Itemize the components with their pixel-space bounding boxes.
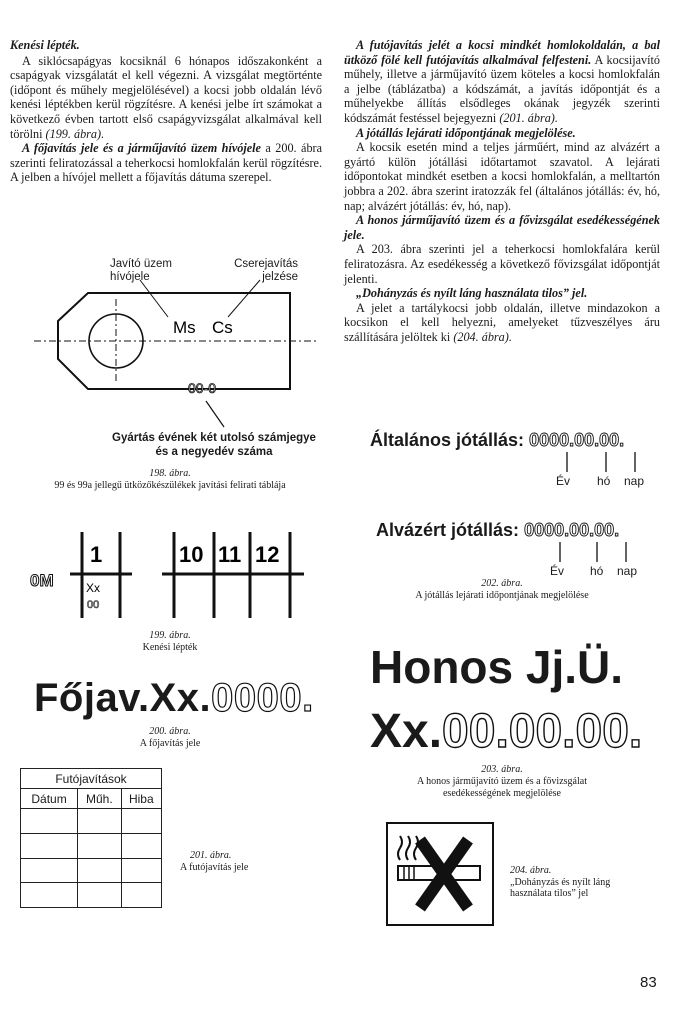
lubrication-scale-diagram [28,530,328,625]
right-column-text [344,38,660,344]
label-manufacture-year: Gyártás évének két utolsó számjegye és a negyedév száma [112,432,316,458]
main-repair-digits: 0000. [211,676,314,720]
figure-198 [28,255,328,465]
general-warranty-label: Általános jótállás: [370,430,525,450]
general-warranty-ticks [555,452,675,476]
chassis-warranty-label: Alvázért jótállás: [376,520,520,540]
label-nap-1: nap [624,474,645,488]
running-repair-table [20,768,162,908]
table-header-date: Dátum [21,789,78,809]
caption-203: 203. ábra. A honos járműjavító üzem és a fővizsgálat esedékességének megjelölése [417,764,587,799]
chassis-warranty-ticks [548,542,668,566]
paragraph-home-workshop: A 203. ábra szerinti jel a teherkocsi homlokfalára kerül feliratozásra. Az esedékesség a következő fővizsgálat időpontját jelenti. [344,242,660,286]
inspection-due-digits: 00.00.00. [442,705,643,758]
caption-202: 202. ábra. A jótállás lejárati időpontjának megjelölése [415,578,589,601]
inspection-due-prefix: Xx. [370,705,443,758]
page-number: 83 [640,974,657,991]
xx-text: Xx [86,581,101,595]
general-warranty-line [370,430,624,451]
table-title: Futójavítások [21,769,162,789]
cs-text: Cs [212,318,233,337]
table-header-fault: Hiba [121,789,161,809]
caption-201: 201. ábra. A futójavítás jele [180,850,249,873]
caption-204: 204. ábra. „Dohányzás és nyílt láng használata tilos” jel [510,865,611,899]
leader-workshop [140,280,168,317]
month-10-text: 10 [179,542,204,567]
om-text: 0M [30,571,54,590]
leader-year [206,401,224,427]
chassis-warranty-value: 0000.00.00. [524,520,620,540]
general-warranty-value: 0000.00.00. [529,430,625,450]
heading-home-workshop: A honos járműjavító üzem és a fővizsgálat esedékességének jele. [344,213,660,242]
caption-198: 198. ábra. 99 és 99a jellegű ütközőkészülékek javítási felirati táblája [54,468,286,491]
label-workshop-callsign: Javító üzem hívójele [110,258,172,283]
table-row [21,833,162,858]
table-row [21,858,162,883]
table-row [21,883,162,908]
label-ho-1: hó [597,474,611,488]
ms-text: Ms [173,318,196,337]
paragraph-warranty: A kocsik esetén mind a teljes járműért, mind az alvázért a gyártó külön jótállási időtartamot szavatol. A lejárati időpontokat mindkét esetben a kocsi homlokfalán, a melltartón jobbra a 202. ábra szerint iratozzák fel (általános jótállás: év, hó, nap; alvázért jótállás: év, hó, nap). [344,140,660,213]
label-nap-2: nap [617,564,638,578]
paragraph-main-repair: A főjavítás jele és a járműjavító üzem hívójele a 200. ábra szerinti feliratozással a teherkocsi homlokfalán kerül rögzítésre. A jelben a hívójel mellett a főjavítás dátuma szerepel. [10,141,322,185]
month-11-text: 11 [218,542,242,567]
home-workshop-line1: Honos Jj.Ü. [370,641,624,693]
chassis-warranty-line [376,520,619,541]
label-ho-2: hó [590,564,604,578]
paragraph-running-repair: A futójavítás jelét a kocsi mindkét homlokoldalán, a bal ütköző fölé kell futójavítás alkalmával felfesteni. A kocsijavító műhely, illetve a járműjavító üzem köteles a kocsi homlokfalán a jelbe (táblázatba) a kódszámát, a javítás időpontját és a műhelyekbe állítás elsődleges okának jegyzék szerinti kódszámát festéssel bejegyezni (201. ábra). [344,38,660,125]
inspection-due-line2 [370,704,642,759]
zz-text: 00 [87,599,100,611]
caption-200: 200. ábra. A főjavítás jele [139,726,201,749]
figure-199 [28,530,328,625]
caption-199: 199. ábra. Kenési lépték [142,630,198,653]
left-column-text [10,38,322,185]
main-repair-mark [34,676,314,721]
month-1-text: 1 [90,542,103,567]
heading-no-smoking: „Dohányzás és nyílt láng használata tilos” jel. [356,286,588,301]
label-ev-2: Év [550,564,565,578]
main-repair-prefix: Főjav.Xx. [34,676,212,720]
heading-warranty: A jótállás lejárati időpontjának megjelölése. [356,125,576,140]
table-header-shop: Műh. [78,789,122,809]
label-ev-1: Év [556,474,571,488]
no-smoking-sign [386,822,494,926]
heading-lubrication-scale: Kenési lépték. [10,38,80,52]
year-code-text: 00-0 [188,380,217,396]
leader-replace [228,280,260,317]
table-row [21,809,162,834]
month-12-text: 12 [255,542,280,567]
paragraph-lubrication: A siklócsapágyas kocsiknál 6 hónapos időszakonként a csapágyak vizsgálatát el kell végezni. A vizsgálat megtörténte (időpont és műhely megjelölésével) a kocsi jobb oldalán lévő kenési léptékben kerül rögzítésre. A kenési jelbe írt számokat a következő évben tartott első csapágyvizsgálat alkalmával kell törölni (199. ábra). [10,53,322,141]
paragraph-no-smoking: A jelet a tartálykocsi jobb oldalán, illetve mindazokon a kocsikon el kell helyezni, amelyeket tűzveszélyes áru szállítására jelöltek ki (204. ábra). [344,300,660,344]
label-replacement-repair: Cserejavítás jelzése [234,258,298,283]
